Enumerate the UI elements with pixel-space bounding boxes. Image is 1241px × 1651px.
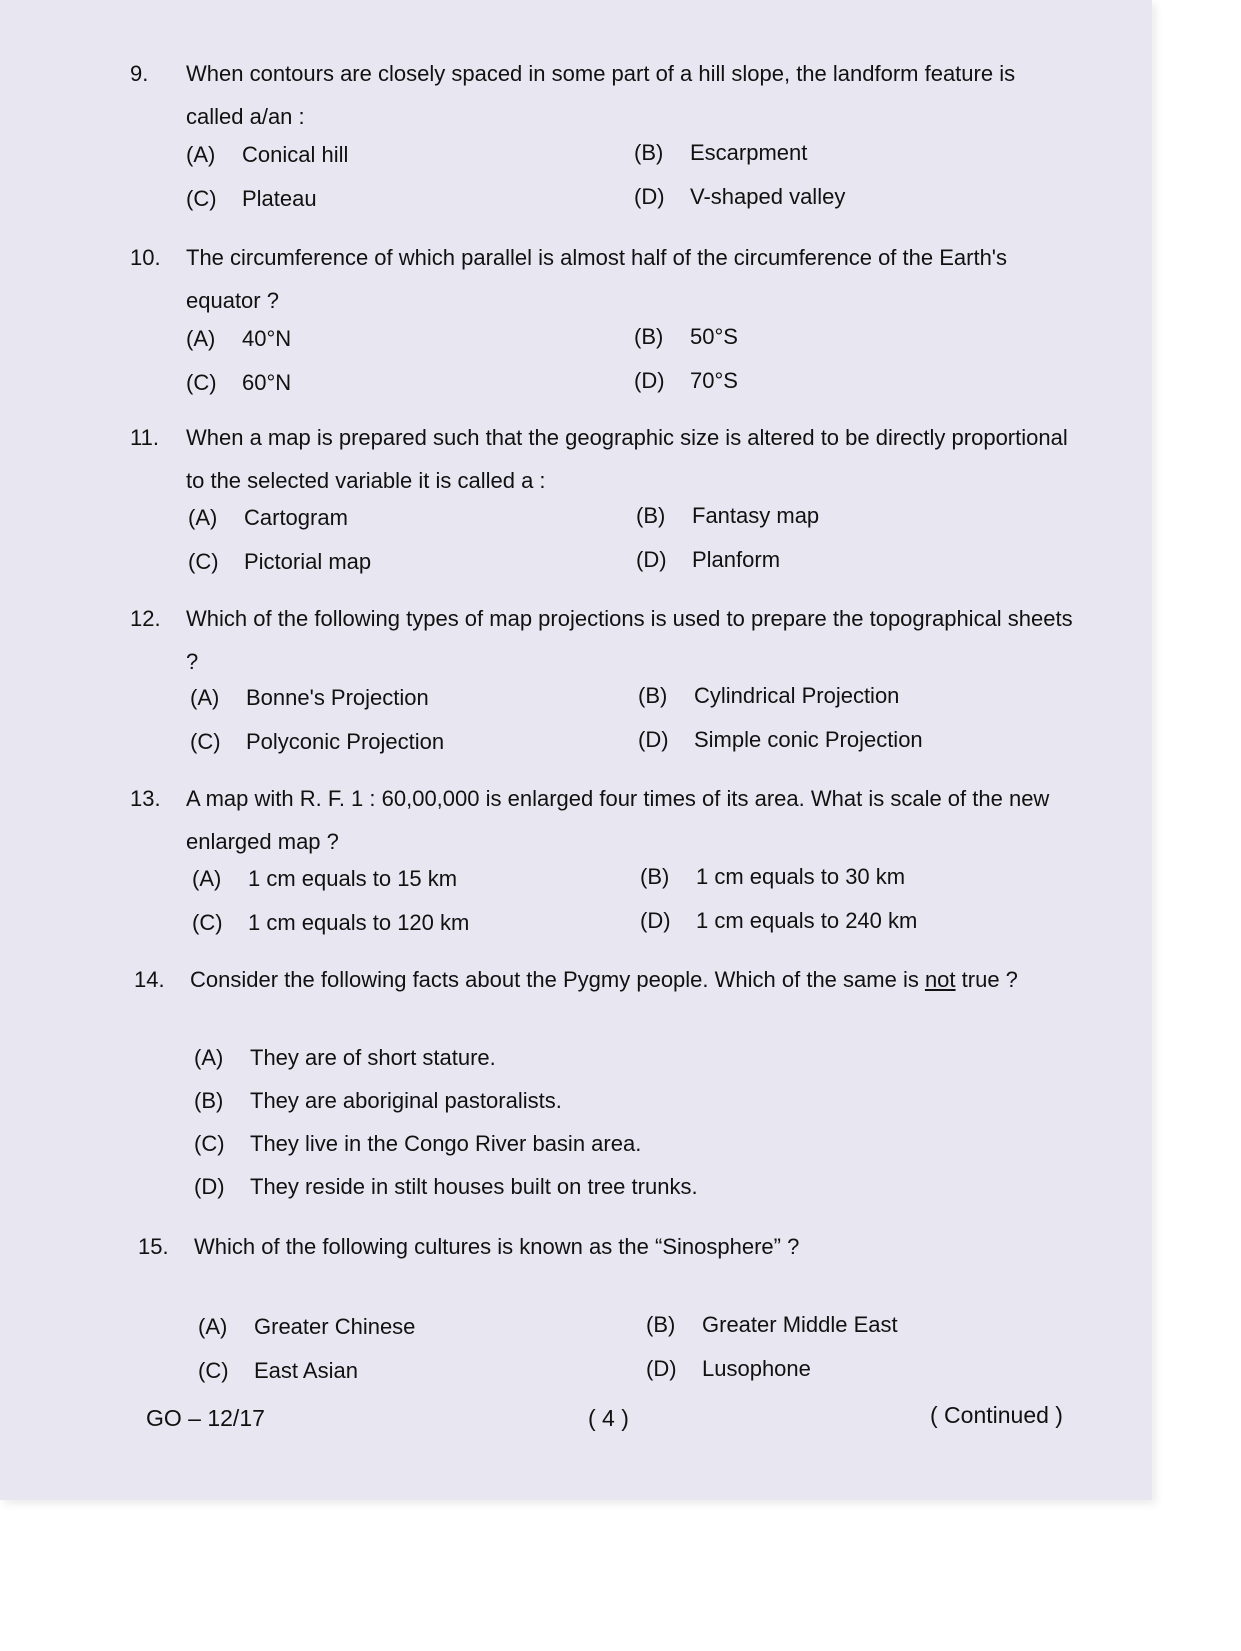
option-a: (A) Bonne's Projection <box>190 685 429 710</box>
option-b: (B) 1 cm equals to 30 km <box>640 864 906 889</box>
option-d: (D) They reside in stilt houses built on tree trunks. <box>194 1174 698 1199</box>
question-text: The circumference of which parallel is almost half of the circumference of the Earth's equator ? <box>186 245 1008 313</box>
question-text: When a map is prepared such that the geographic size is altered to be directly proportional to the selected variable it is called a : <box>186 425 1068 493</box>
option-a: (A) They are of short stature. <box>194 1045 496 1070</box>
option-d: (D) Planform <box>636 547 781 572</box>
question-text: A map with R. F. 1 : 60,00,000 is enlarged four times of its area. What is scale of the new enlarged map ? <box>186 786 1050 854</box>
option-a: (A) 1 cm equals to 15 km <box>192 866 458 891</box>
question-text: Which of the following types of map projections is used to prepare the topographical sheets ? <box>186 606 1073 674</box>
option-d: (D) Lusophone <box>646 1356 811 1381</box>
paper-code: GO – 12/17 <box>146 1405 265 1431</box>
option-b: (B) 50°S <box>634 324 738 349</box>
option-c: (C) 60°N <box>186 370 292 395</box>
question-text: Which of the following cultures is known as the “Sinosphere” ? <box>194 1234 800 1259</box>
option-b: (B) Fantasy map <box>636 503 820 528</box>
option-a: (A) Greater Chinese <box>198 1314 416 1339</box>
option-c: (C) Polyconic Projection <box>190 729 445 754</box>
option-c: (C) 1 cm equals to 120 km <box>192 910 470 935</box>
question-text: Consider the following facts about the Pygmy people. Which of the same is not true ? <box>190 967 1018 992</box>
question-text: When contours are closely spaced in some part of a hill slope, the landform feature is called a/an : <box>186 61 1016 129</box>
continued-label: ( Continued ) <box>930 1402 1063 1428</box>
option-d: (D) 1 cm equals to 240 km <box>640 908 918 933</box>
option-a: (A) Cartogram <box>188 505 348 530</box>
option-d: (D) Simple conic Projection <box>638 727 923 752</box>
option-a: (A) 40°N <box>186 326 292 351</box>
option-d: (D) V-shaped valley <box>634 184 846 209</box>
page-number: ( 4 ) <box>588 1405 629 1431</box>
question-number: 12. <box>130 606 161 631</box>
emphasis-underline: not <box>924 967 956 992</box>
question-number: 10. <box>130 245 161 270</box>
option-a: (A) Conical hill <box>186 142 349 167</box>
question-number: 13. <box>130 786 161 811</box>
option-b: (B) Greater Middle East <box>646 1312 898 1337</box>
question-number: 9. <box>130 61 149 86</box>
option-b: (B) They are aboriginal pastoralists. <box>194 1088 562 1113</box>
option-c: (C) Plateau <box>186 186 317 211</box>
option-c: (C) They live in the Congo River basin area. <box>194 1131 642 1156</box>
option-d: (D) 70°S <box>634 368 738 393</box>
question-number: 11. <box>130 425 159 450</box>
question-number: 14. <box>134 967 165 992</box>
option-c: (C) Pictorial map <box>188 549 372 574</box>
question-number: 15. <box>138 1234 169 1259</box>
option-c: (C) East Asian <box>198 1358 358 1383</box>
option-b: (B) Escarpment <box>634 140 808 165</box>
option-b: (B) Cylindrical Projection <box>638 683 900 708</box>
